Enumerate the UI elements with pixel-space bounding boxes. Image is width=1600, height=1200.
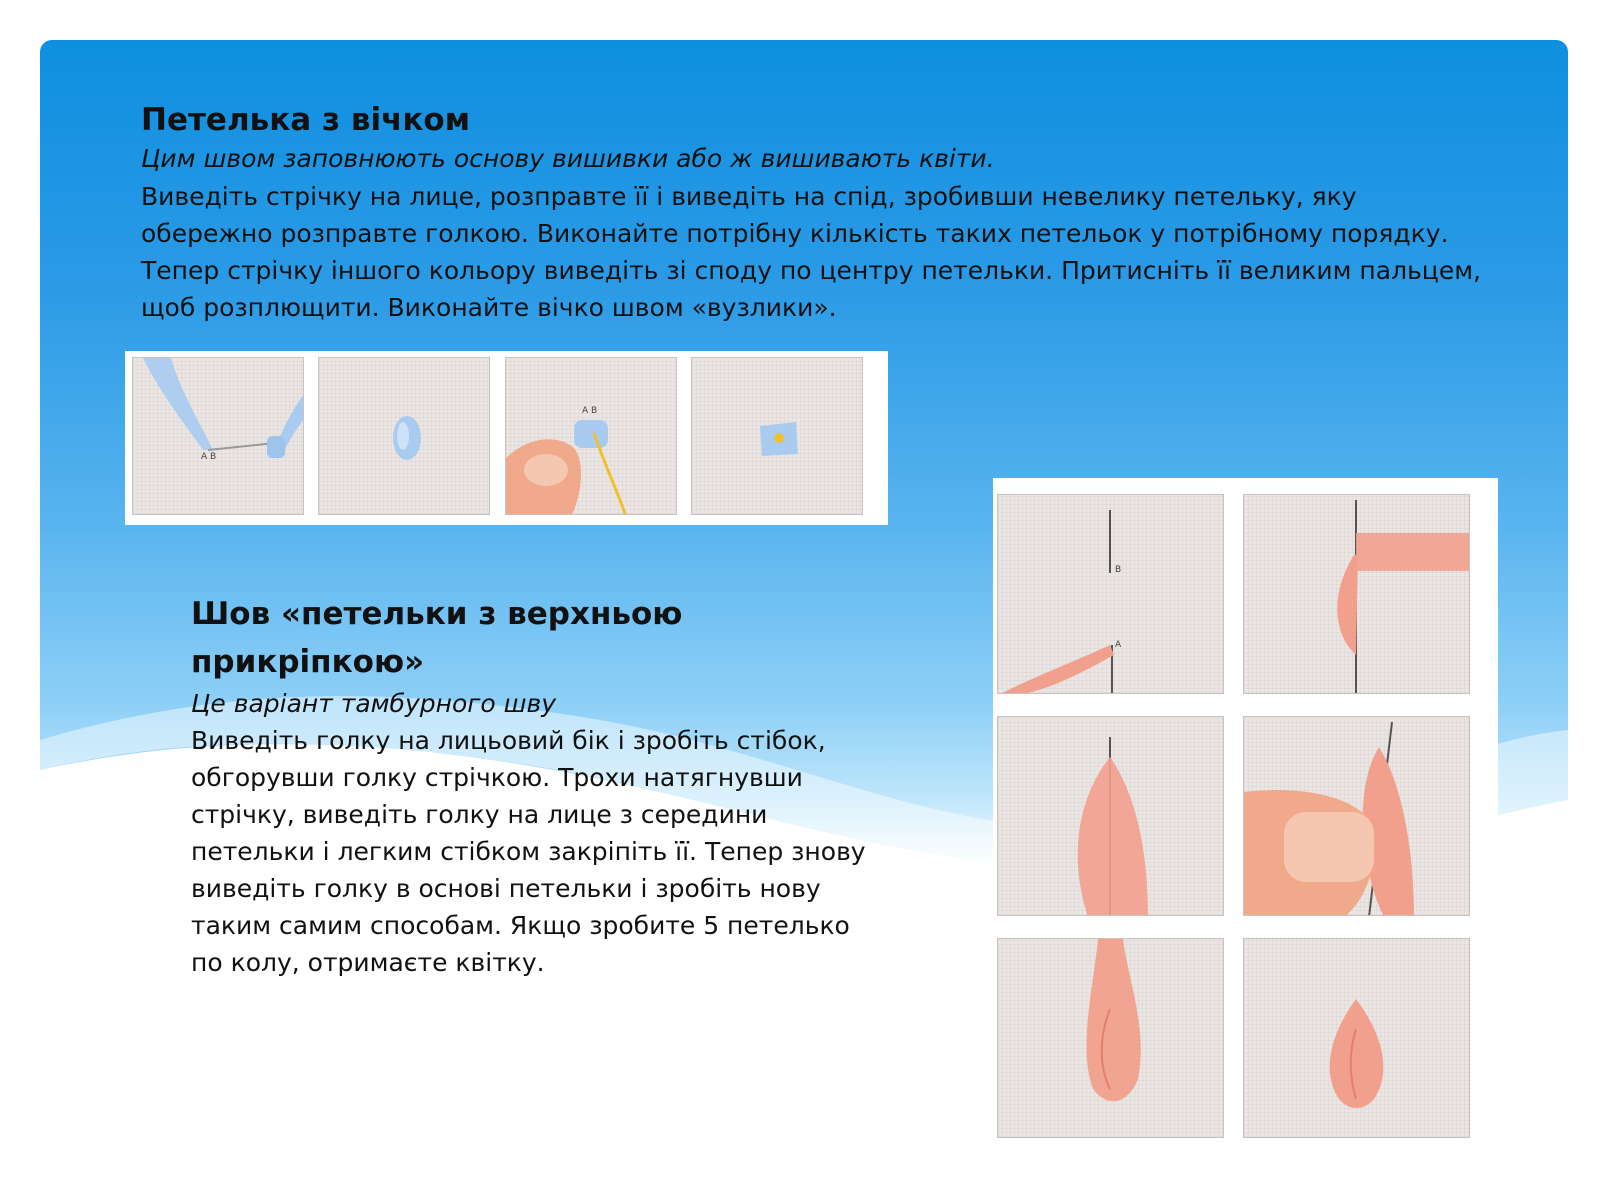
section2-body-line: таким самим способам. Якщо зробите 5 петелько [191, 911, 850, 940]
section1-text [141, 100, 1521, 326]
grid-photo-2 [1243, 494, 1470, 694]
section1-title: Петелька з вічком [141, 102, 471, 138]
section2-title-line: Шов «петельки з верхньою [191, 596, 683, 632]
section2-subtitle: Це варіант тамбурного шву [191, 689, 557, 718]
section2-body-line: стрічку, виведіть голку на лице з середини [191, 800, 768, 829]
section1-body-line: щоб розплющити. Виконайте вічко швом «вузлики». [141, 293, 837, 322]
grid-photo-3 [997, 716, 1224, 916]
step-photo-4 [691, 357, 863, 515]
point-a-label: A [1115, 640, 1122, 650]
chain-stitch-photo-grid [993, 478, 1498, 1168]
section2-text [191, 590, 911, 981]
section2-body-line: виведіть голку в основі петельки і зробіть нову [191, 874, 821, 903]
grid-photo-5 [997, 938, 1224, 1138]
step1-label: A B [201, 452, 217, 462]
step-photo-2 [318, 357, 490, 515]
section1-body-line: обережно розправте голкою. Виконайте потрібну кількість таких петельок у потрібному порядку. [141, 219, 1449, 248]
grid-photo-1 [997, 494, 1224, 694]
section2-body-line: обгорувши голку стрічкою. Трохи натягнувши [191, 763, 803, 792]
section1-body-line: Виведіть стрічку на лице, розправте її і виведіть на спід, зробивши невелику петельку, яку [141, 182, 1357, 211]
step-photo-3 [505, 357, 677, 515]
section1-body-line: Тепер стрічку іншого кольору виведіть зі споду по центру петельки. Притисніть її великим пальцем, [141, 256, 1482, 285]
section2-body-line: петельки і легким стібком закріпіть її. Тепер знову [191, 837, 866, 866]
section1-subtitle: Цим швом заповнюють основу вишивки або ж вишивають квіти. [141, 144, 995, 173]
loop-stitch-photo-strip [125, 351, 888, 525]
grid-photo-6 [1243, 938, 1470, 1138]
step-photo-1 [132, 357, 304, 515]
section2-body-line: по колу, отримаєте квітку. [191, 948, 545, 977]
section2-title-line: прикріпкою» [191, 644, 425, 680]
step3-label: A B [582, 406, 598, 416]
point-b-label: B [1115, 565, 1122, 575]
grid-photo-4 [1243, 716, 1470, 916]
section2-body-line: Виведіть голку на лицьовий бік і зробіть стібок, [191, 726, 826, 755]
